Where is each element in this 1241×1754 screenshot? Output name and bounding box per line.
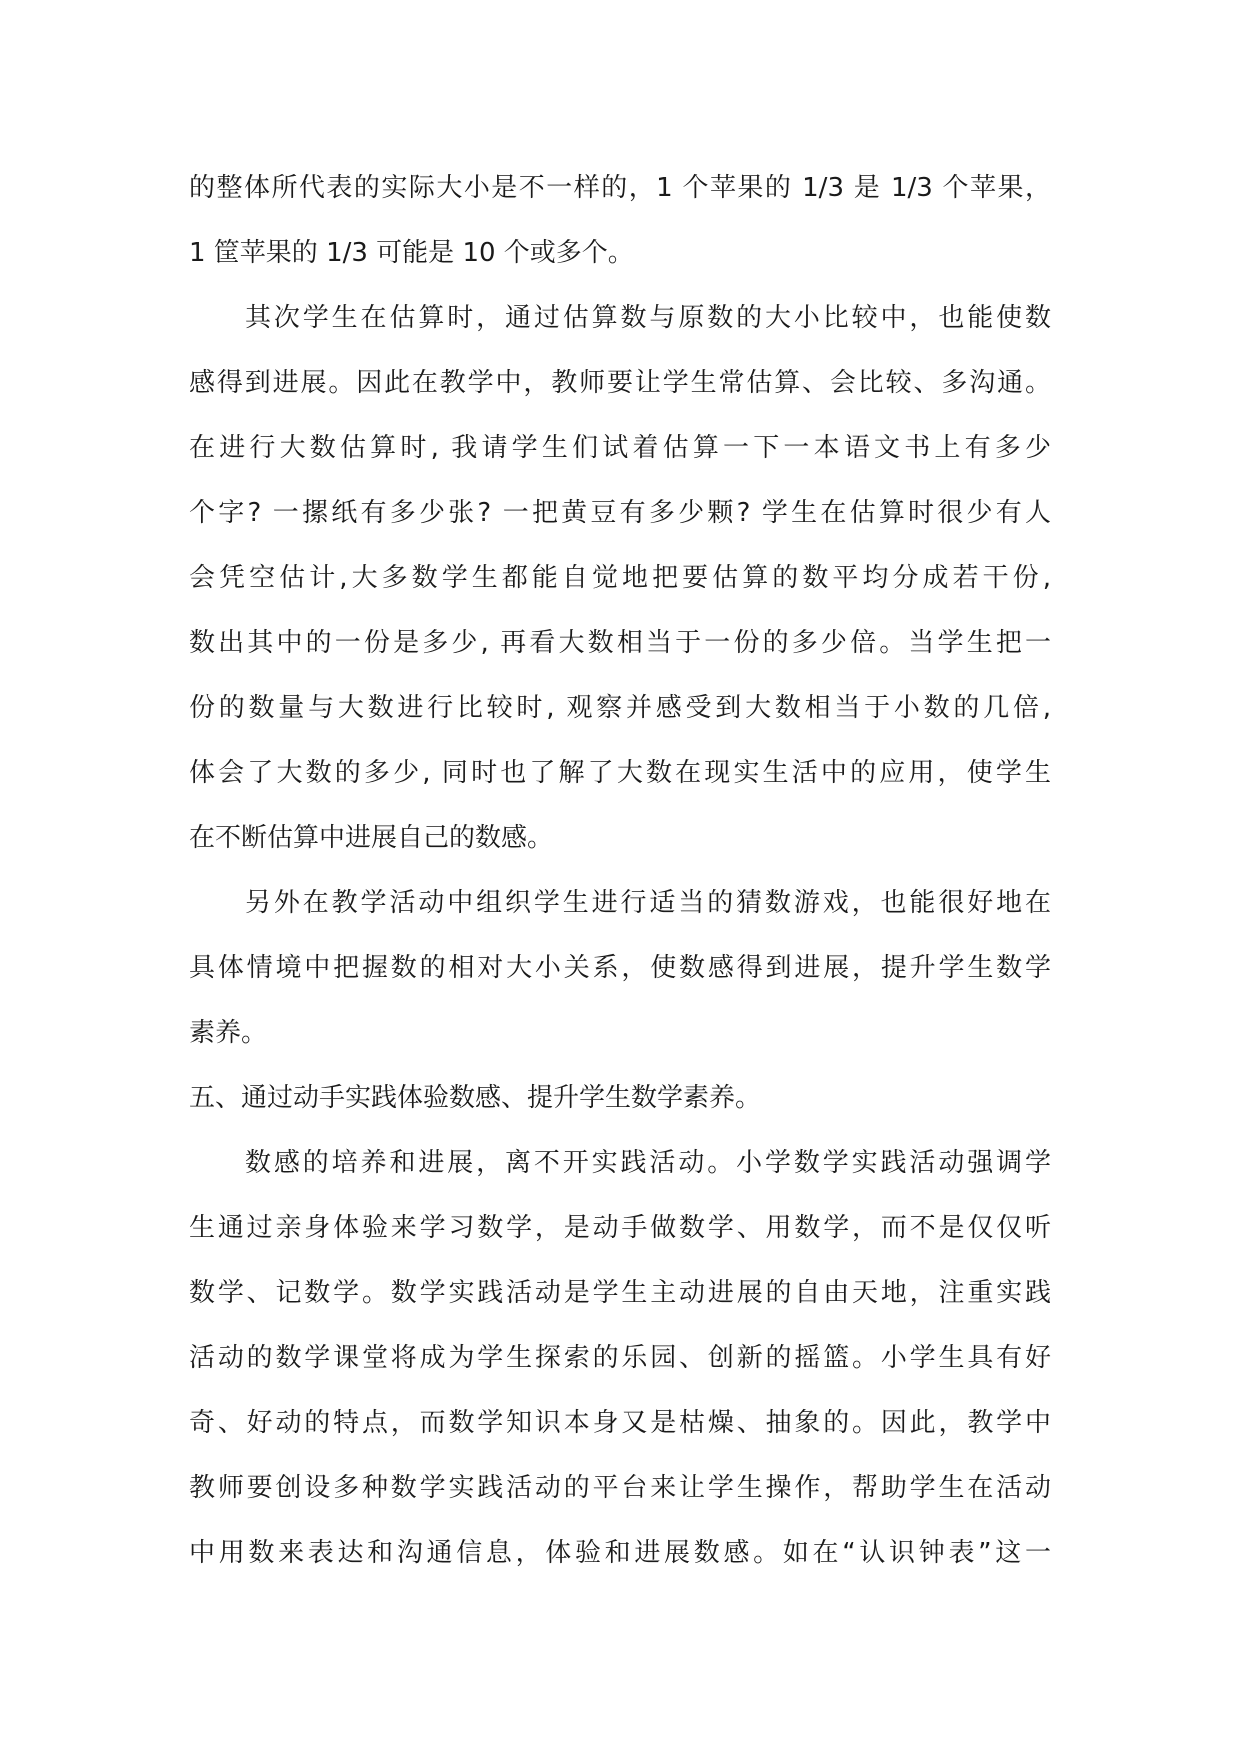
text-line: 个字? 一摞纸有多少张? 一把黄豆有多少颗? 学生在估算时很少有人 xyxy=(189,498,1051,528)
text-line: 的整体所代表的实际大小是不一样的，1 个苹果的 1/3 是 1/3 个苹果， xyxy=(189,173,1051,203)
text-line: 在进行大数估算时, 我请学生们试着估算一下一本语文书上有多少 xyxy=(189,433,1051,463)
text-line: 活动的数学课堂将成为学生探索的乐园、创新的摇篮。小学生具有好 xyxy=(189,1343,1051,1373)
text-line: 教师要创设多种数学实践活动的平台来让学生操作，帮助学生在活动 xyxy=(189,1473,1051,1503)
text-line: 奇、好动的特点，而数学知识本身又是枯燥、抽象的。因此，教学中 xyxy=(189,1408,1051,1438)
paragraph-practice xyxy=(189,1131,1051,1586)
text-line: 份的数量与大数进行比较时, 观察并感受到大数相当于小数的几倍, xyxy=(189,693,1051,723)
paragraph-continued xyxy=(189,156,1051,286)
section-heading xyxy=(189,1066,1051,1131)
text-line: 1 筐苹果的 1/3 可能是 10 个或多个。 xyxy=(189,238,634,268)
body-text xyxy=(189,156,1051,1586)
text-line: 数学、记数学。数学实践活动是学生主动进展的自由天地，注重实践 xyxy=(189,1278,1051,1308)
paragraph-estimation xyxy=(189,286,1051,871)
text-line: 另外在教学活动中组织学生进行适当的猜数游戏，也能很好地在 xyxy=(245,888,1051,918)
text-line: 数感的培养和进展，离不开实践活动。小学数学实践活动强调学 xyxy=(245,1148,1051,1178)
text-line: 其次学生在估算时，通过估算数与原数的大小比较中，也能使数 xyxy=(245,303,1051,333)
heading-line: 五、通过动手实践体验数感、提升学生数学素养。 xyxy=(189,1083,762,1113)
paragraph-guessing-game xyxy=(189,871,1051,1066)
text-line: 会凭空估计,大多数学生都能自觉地把要估算的数平均分成若干份, xyxy=(189,563,1051,593)
text-line: 中用数来表达和沟通信息，体验和进展数感。如在“认识钟表”这一 xyxy=(189,1538,1051,1568)
text-line: 数出其中的一份是多少, 再看大数相当于一份的多少倍。当学生把一 xyxy=(189,628,1051,658)
text-line: 素养。 xyxy=(189,1018,268,1048)
text-line: 生通过亲身体验来学习数学，是动手做数学、用数学，而不是仅仅听 xyxy=(189,1213,1051,1243)
text-line: 具体情境中把握数的相对大小关系，使数感得到进展，提升学生数学 xyxy=(189,953,1051,983)
text-line: 体会了大数的多少, 同时也了解了大数在现实生活中的应用，使学生 xyxy=(189,758,1051,788)
text-line: 感得到进展。因此在教学中，教师要让学生常估算、会比较、多沟通。 xyxy=(189,368,1051,398)
text-line: 在不断估算中进展自己的数感。 xyxy=(189,823,554,853)
